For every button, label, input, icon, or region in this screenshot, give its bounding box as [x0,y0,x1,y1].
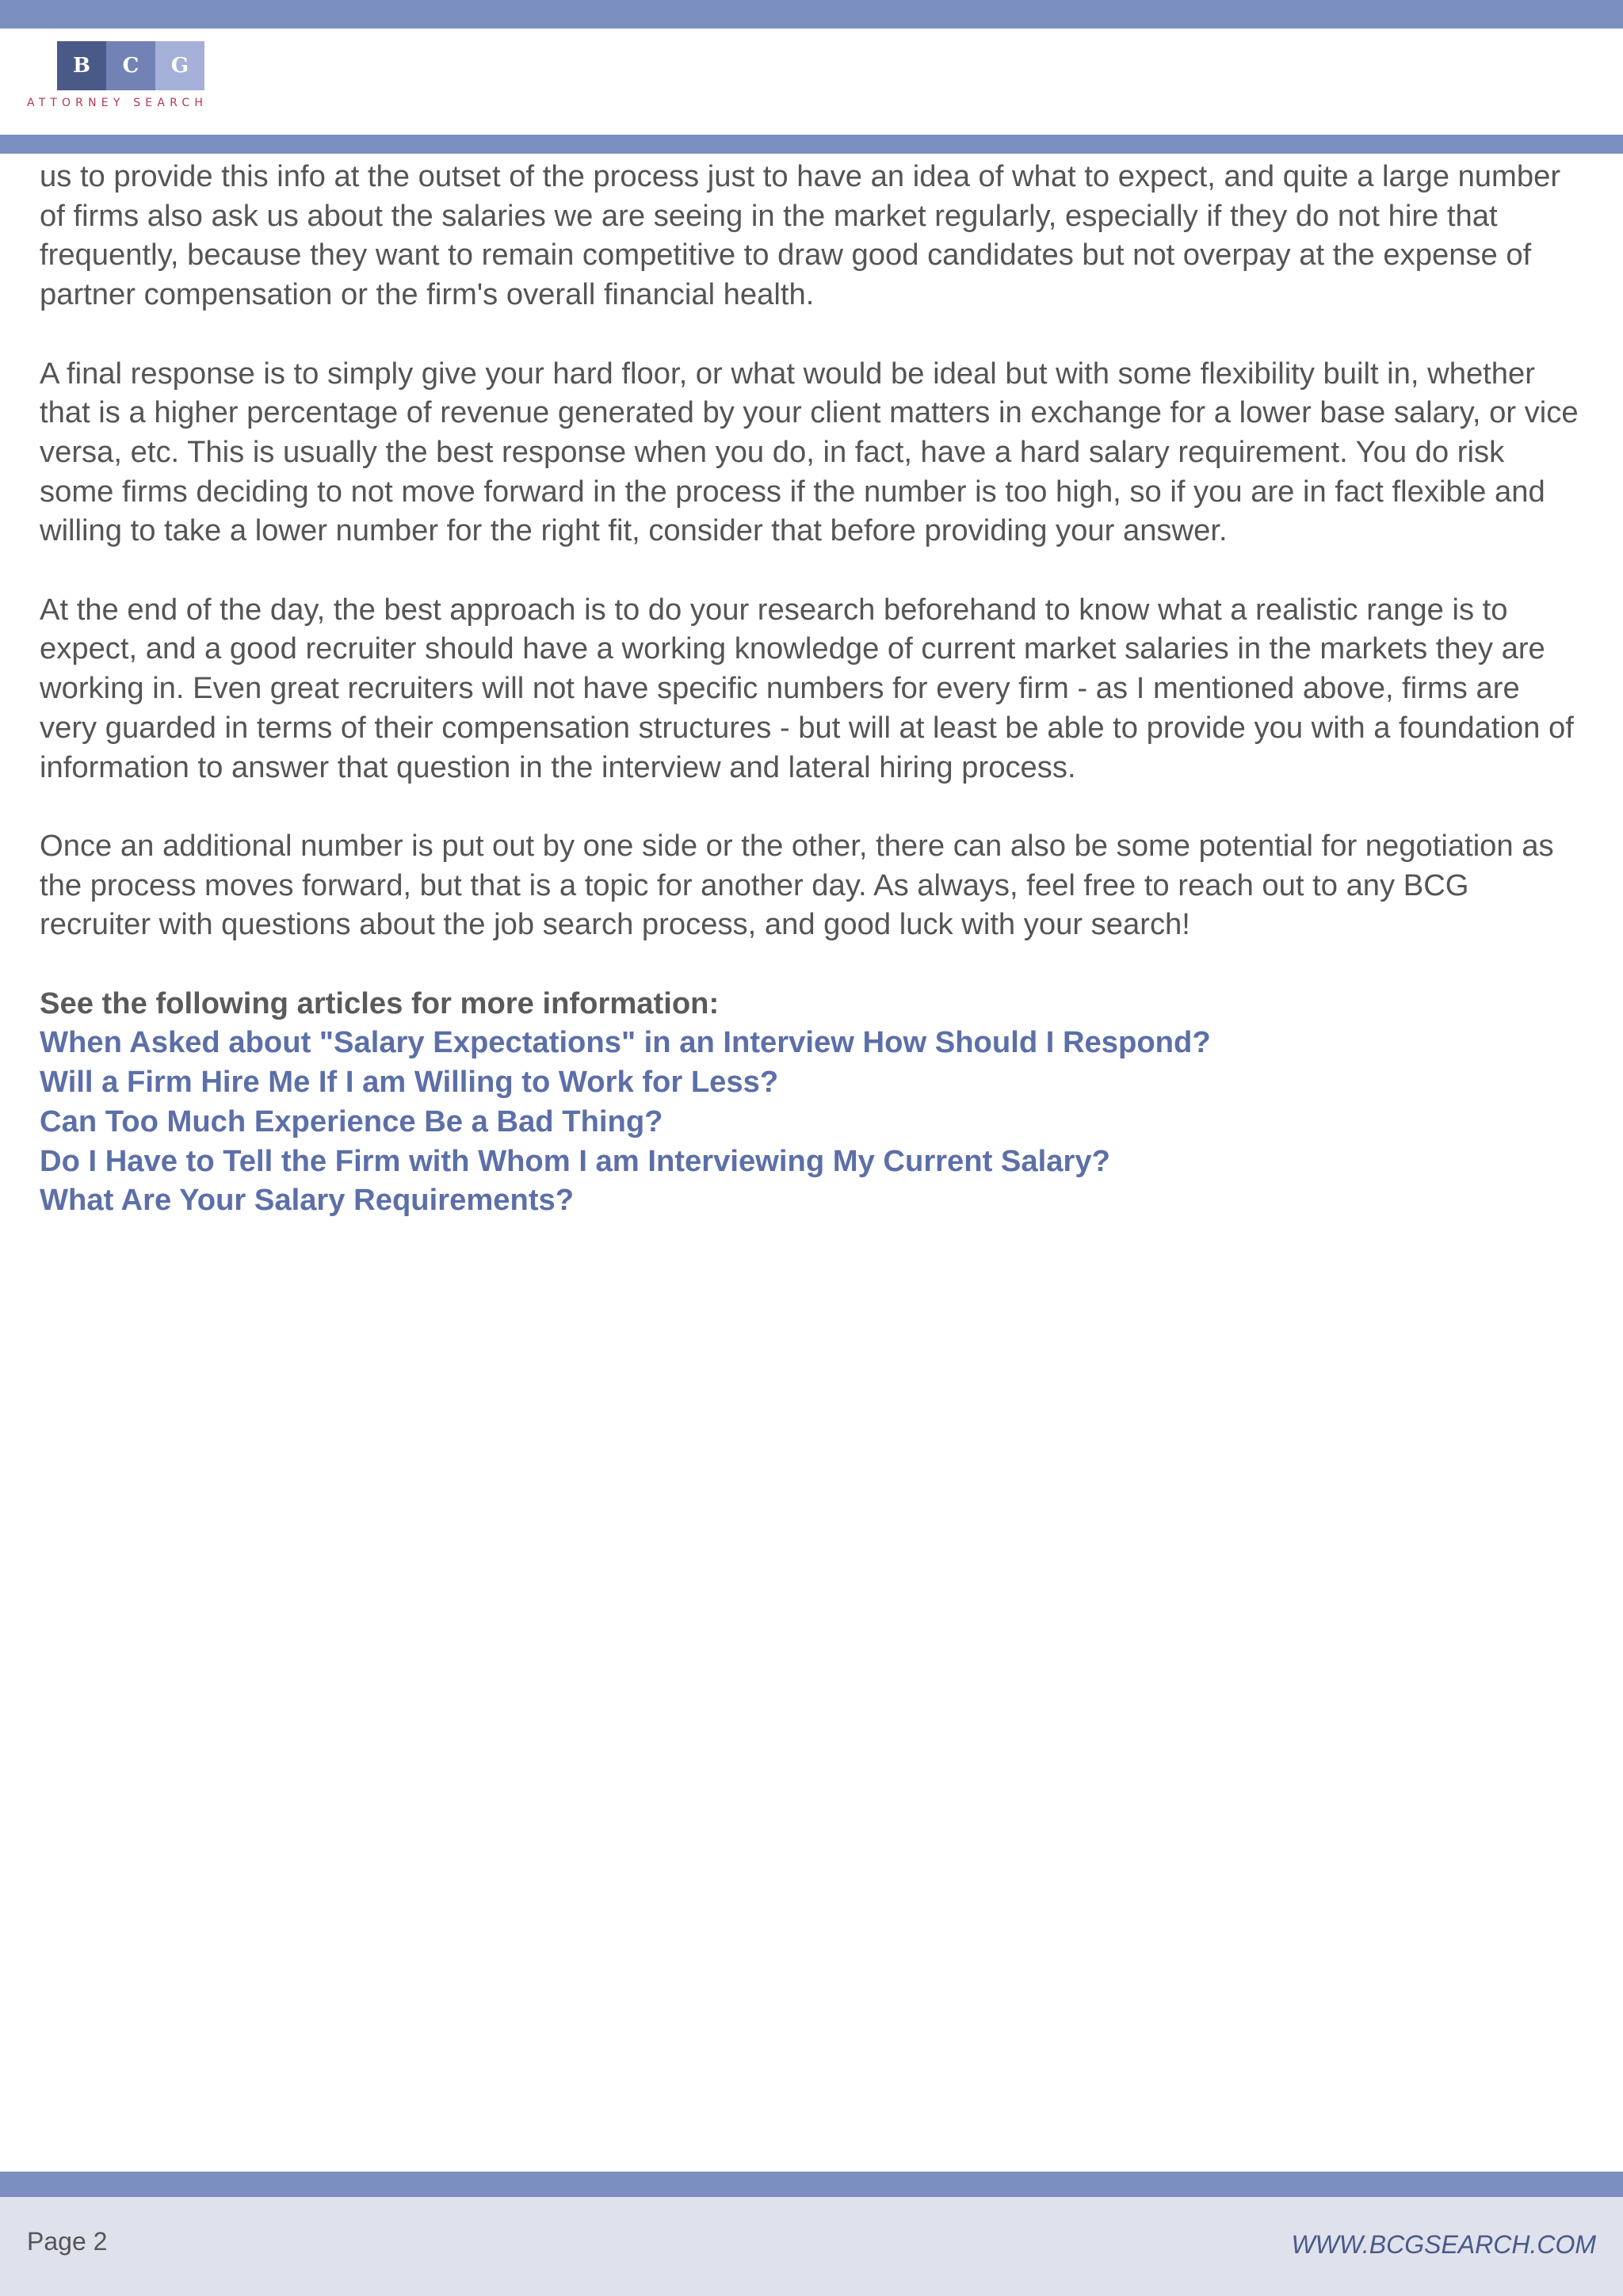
paragraph: Once an additional number is put out by one side or the other, there can also be some potential for negotiation as the process moves forward, but that is a topic for another day. As always, feel free to reach out to any BCG recruiter with questions about the job search process, and good luck with your search! [40,828,1554,942]
list-item [40,1142,1585,1181]
list-item [40,1023,1585,1062]
page-footer [0,2197,1623,2296]
list-item [40,1102,1585,1142]
logo-letter-boxes [57,41,204,90]
article-body [40,157,1585,1220]
related-article-link[interactable]: When Asked about "Salary Expectations" in an Interview How Should I Respond? [40,1025,1211,1060]
list-item [40,1062,1585,1102]
related-article-link[interactable]: What Are Your Salary Requirements? [40,1183,575,1218]
header-bottom-bar [0,135,1623,154]
paragraph: A final response is to simply give your hard floor, or what would be ideal but with some flexibility built in, whether that is a higher percentage of revenue generated by your client matters in exchange for a lower base salary, or vice versa, etc. This is usually the best response when you do, in fact, have a hard salary requirement. You do risk some firms deciding to not move forward in the process if the number is too high, so if you are in fact flexible and willing to take a lower number for the right fit, consider that before providing your answer. [40,356,1579,548]
related-articles-list [40,1023,1585,1220]
bcg-logo[interactable] [27,41,233,113]
logo-letter-g: G [155,41,204,90]
paragraph: us to provide this info at the outset of the process just to have an idea of what to expect, and quite a large number of firms also ask us about the salaries we are seeing in the market regularly, especially if they do not hire that frequently, because they want to remain competitive to draw good candidates but not overpay at the expense of partner compensation or the firm's overall financial health. [40,159,1561,312]
logo-subtitle: ATTORNEY SEARCH [27,97,208,109]
related-article-link[interactable]: Will a Firm Hire Me If I am Willing to Work for Less? [40,1065,779,1100]
related-article-link[interactable]: Do I Have to Tell the Firm with Whom I am Interviewing My Current Salary? [40,1143,1110,1178]
website-link[interactable]: WWW.BCGSEARCH.COM [1291,2230,1596,2259]
logo-letter-b: B [57,41,106,90]
header-top-bar [0,0,1623,29]
related-article-link[interactable]: Can Too Much Experience Be a Bad Thing? [40,1104,663,1138]
related-articles-heading: See the following articles for more information: [40,986,720,1020]
logo-letter-c: C [106,41,155,90]
footer-top-bar [0,2172,1623,2197]
list-item [40,1180,1585,1220]
page-number: Page 2 [27,2227,108,2256]
paragraph: At the end of the day, the best approach is to do your research beforehand to know what a realistic range is to expect, and a good recruiter should have a working knowledge of current market salaries in the markets they are working in. Even great recruiters will not have specific numbers for every firm - as I mentioned above, firms are very guarded in terms of their compensation structures - but will at least be able to provide you with a foundation of information to answer that question in the interview and lateral hiring process. [40,592,1574,784]
